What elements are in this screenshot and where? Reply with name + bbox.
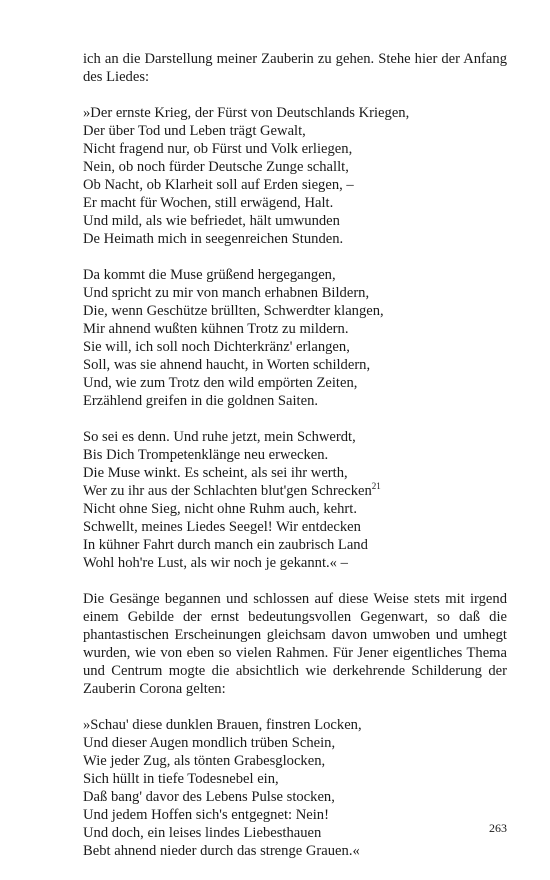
verse-stanza-4: »Schau' diese dunklen Brauen, finstren Locken, Und dieser Augen mondlich trüben Schein, Wie jeder Zug, als tönten Grabesglocken, Sich hüllt in tiefe Todesnebel ein, Daß bang' davor des Lebens Pulse stocken, Und jedem Hoffen sich's entgegnet: Nein! Und doch, ein leises lindes Liebesthauen Bebt ahnend nieder durch das strenge Grauen.« — [83, 717, 362, 859]
footnote-marker: 21 — [371, 481, 381, 492]
verse-stanza-3 — [83, 428, 507, 572]
verse-stanza-2: Da kommt die Muse grüßend hergegangen, Und spricht zu mir von manch erhabnen Bildern, Die, wenn Geschütze brüllten, Schwerdter klangen, Mir ahnend wußten kühnen Trotz zu mildern. Sie will, ich soll noch Dichterkränz' erlangen, Soll, was sie ahnend haucht, in Worten schildern, Und, wie zum Trotz den wild empörten Zeiten, Erzählend greifen in die goldnen Saiten. — [83, 267, 384, 409]
verse-stanza-3-part-2: Nicht ohne Sieg, nicht ohne Ruhm auch, kehrt. Schwellt, meines Liedes Seegel! Wir entdecken In kühner Fahrt durch manch ein zaubrisch Land Wohl hoh're Lust, als wir noch je gekannt.« – — [83, 501, 368, 571]
prose-paragraph: Die Gesänge begannen und schlossen auf diese Weise stets mit irgend einem Gebilde der ernst bedeutungsvollen Gegenwart, so daß die phantastischen Erscheinungen gleichsam davon umwoben und umhegt wurden, wie von eben so vielen Rahmen. Für Jener eigentliches Thema und Centrum mogte die absichtlich wie derkehrende Schilderung der Zauberin Corona gelten: — [83, 591, 507, 697]
verse-stanza-3-part-1: So sei es denn. Und ruhe jetzt, mein Schwerdt, Bis Dich Trompetenklänge neu erwecken. Die Muse winkt. Es scheint, als sei ihr werth, Wer zu ihr aus der Schlachten blut'gen Schrecken — [83, 429, 372, 499]
page-body — [83, 50, 507, 860]
page-number: 263 — [489, 821, 507, 835]
intro-paragraph: ich an die Darstellung meiner Zauberin zu gehen. Stehe hier der Anfang des Liedes: — [83, 51, 507, 85]
verse-stanza-1: »Der ernste Krieg, der Fürst von Deutschlands Kriegen, Der über Tod und Leben trägt Gewalt, Nicht fragend nur, ob Fürst und Volk erliegen, Nein, ob noch fürder Deutsche Zunge schallt, Ob Nacht, ob Klarheit soll auf Erden siegen, – Er macht für Wochen, still erwägend, Halt. Und mild, als wie befriedet, hält umwunden De Heimath mich in seegenreichen Stunden. — [83, 105, 410, 247]
